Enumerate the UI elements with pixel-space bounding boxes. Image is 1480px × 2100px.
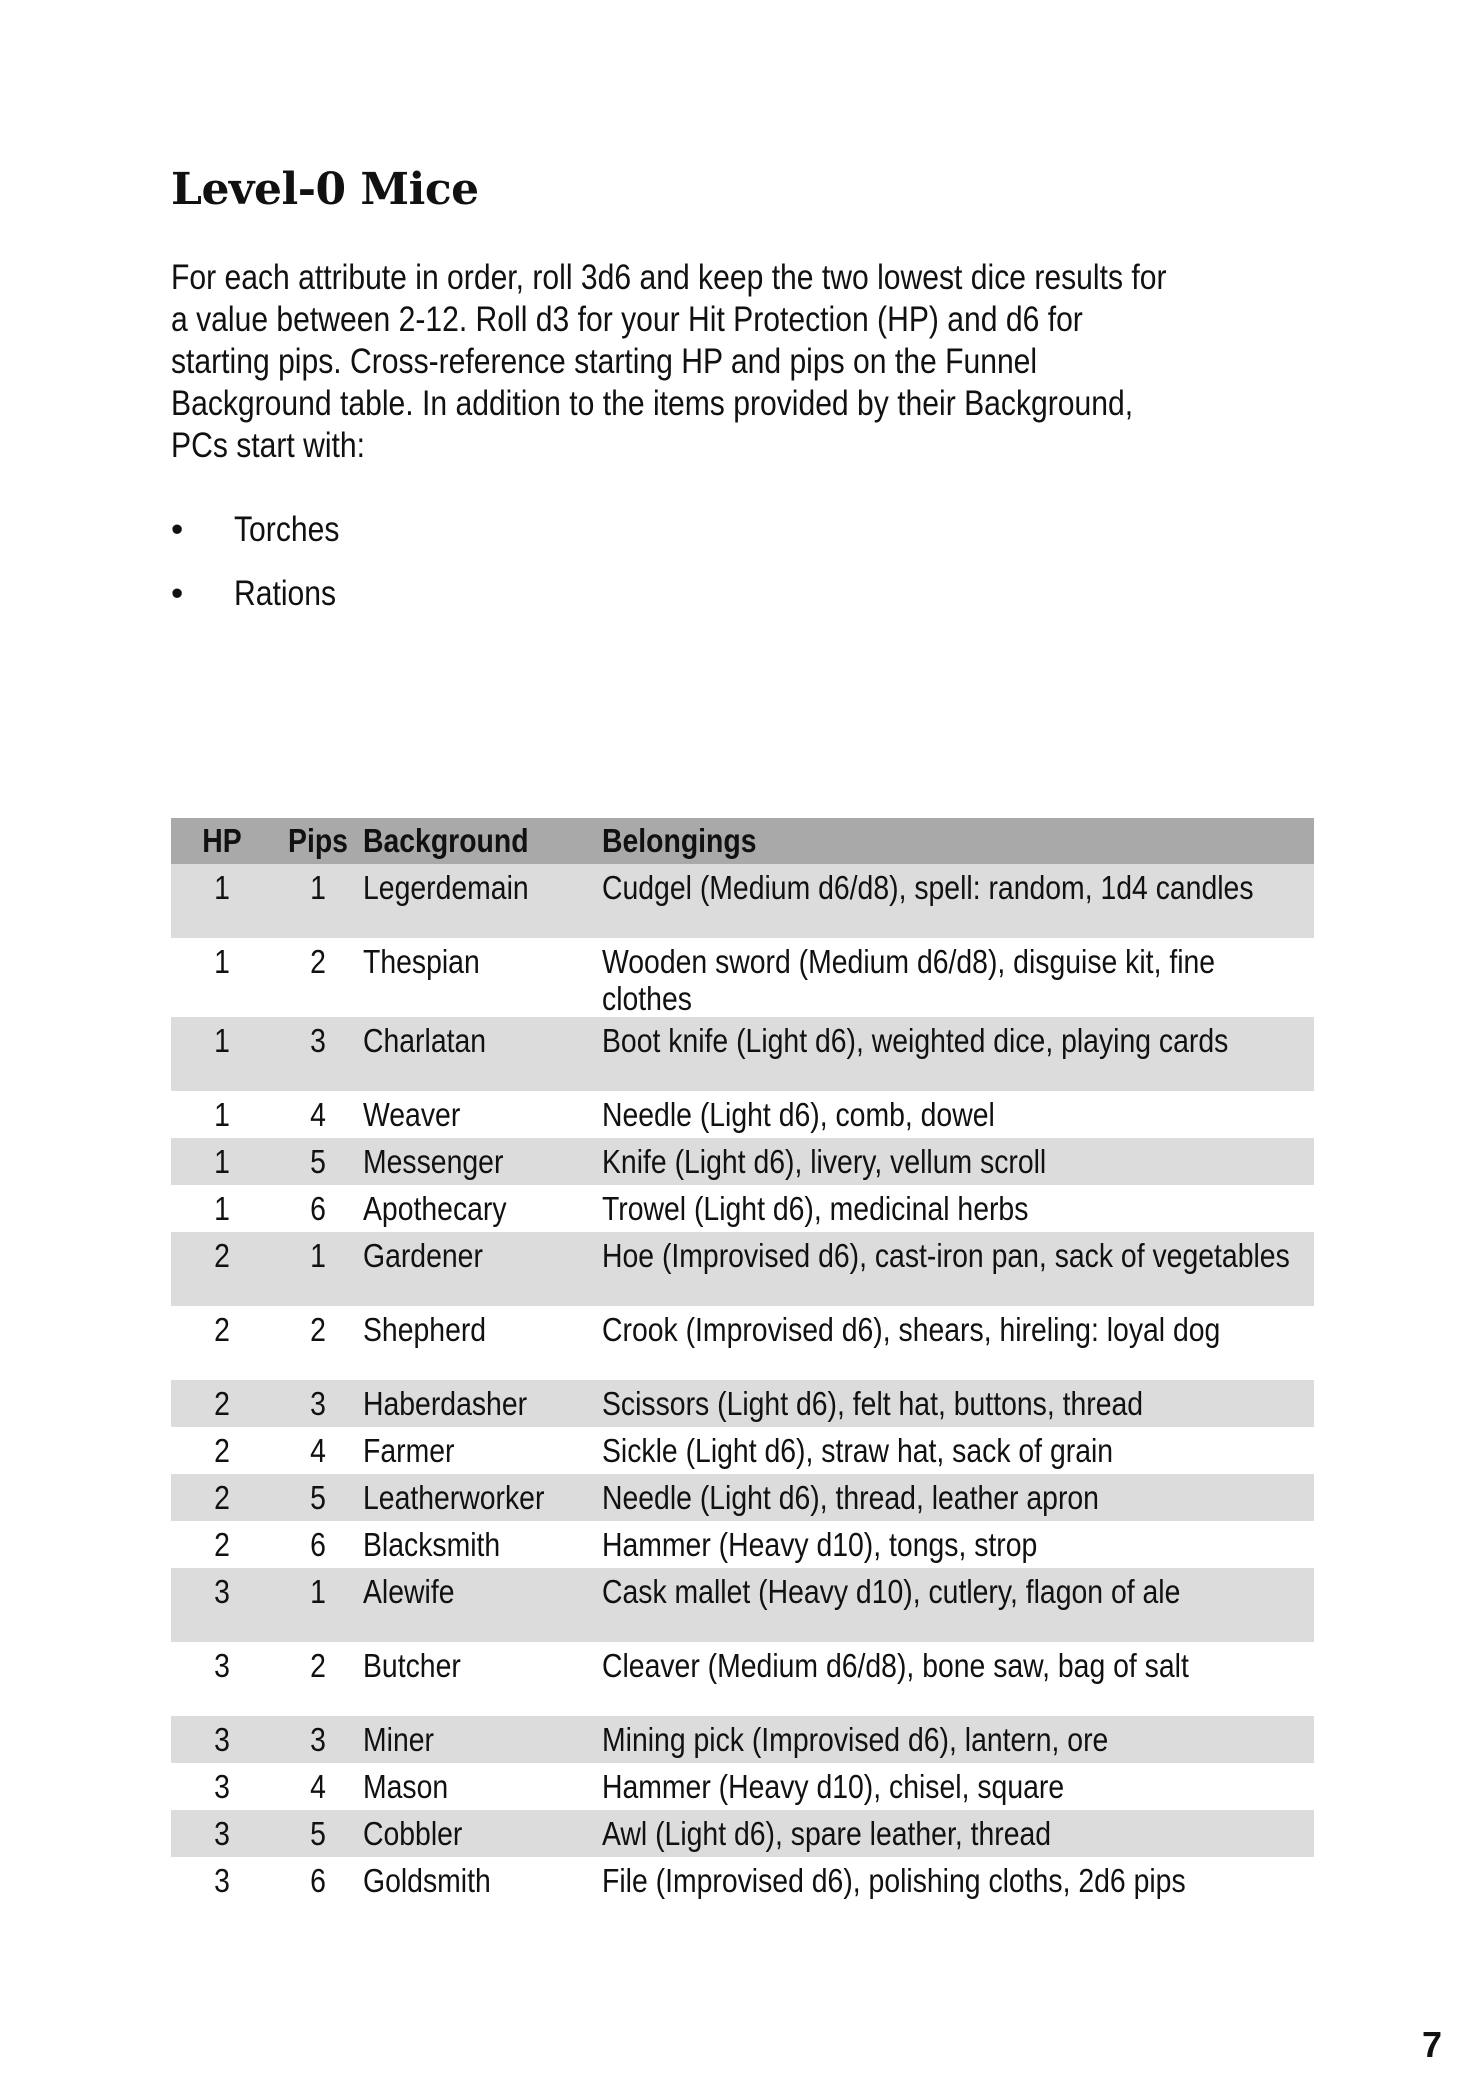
page-number: 7	[1422, 2024, 1443, 2065]
table-row	[171, 1568, 1314, 1642]
table-row	[171, 1185, 1314, 1232]
cell-pips: 4	[310, 1432, 326, 1469]
cell-pips: 5	[310, 1815, 326, 1852]
cell-background: Charlatan	[363, 1022, 487, 1059]
table-row	[171, 1380, 1314, 1427]
intro-paragraph: For each attribute in order, roll 3d6 and keep the two lowest dice results for a value between 2-12. Roll d3 for your Hit Protection (HP) and d6 for starting pips. Cross-reference starting HP and pips on the Funnel Background table. In addition to the items provided by their Background, PCs start with:	[171, 258, 1167, 465]
cell-hp: 2	[214, 1432, 230, 1469]
table-row	[171, 1521, 1314, 1568]
cell-hp: 3	[214, 1647, 230, 1684]
cell-pips: 4	[310, 1096, 326, 1133]
table-row	[171, 1857, 1314, 1931]
cell-belongings: Hammer (Heavy d10), chisel, square	[602, 1768, 1065, 1805]
table-row	[171, 1763, 1314, 1810]
cell-pips: 1	[310, 869, 326, 906]
table-row	[171, 1427, 1314, 1474]
cell-hp: 3	[214, 1721, 230, 1758]
cell-hp: 1	[214, 1096, 230, 1133]
cell-background: Haberdasher	[363, 1385, 528, 1422]
cell-belongings: Awl (Light d6), spare leather, thread	[602, 1815, 1052, 1852]
cell-background: Gardener	[363, 1237, 483, 1274]
table-row	[171, 1091, 1314, 1138]
column-header-background: Background	[363, 822, 529, 859]
cell-belongings: Mining pick (Improvised d6), lantern, ore	[602, 1721, 1109, 1758]
table-row	[171, 1138, 1314, 1185]
page-title: Level-0 Mice	[171, 164, 479, 215]
cell-pips: 5	[310, 1143, 326, 1180]
cell-belongings: Scissors (Light d6), felt hat, buttons, thread	[602, 1385, 1144, 1422]
list-item-text: Torches	[234, 510, 340, 549]
cell-pips: 6	[310, 1526, 326, 1563]
cell-belongings: Hoe (Improvised d6), cast-iron pan, sack of vegetables	[602, 1237, 1290, 1274]
cell-hp: 3	[214, 1573, 230, 1610]
cell-pips: 1	[310, 1237, 326, 1274]
cell-background: Farmer	[363, 1432, 455, 1469]
list-item-text: Rations	[234, 574, 337, 613]
table-row	[171, 1474, 1314, 1521]
cell-belongings: Wooden sword (Medium d6/d8), disguise kit, fine clothes	[602, 943, 1216, 1017]
cell-hp: 2	[214, 1311, 230, 1348]
cell-belongings: Crook (Improvised d6), shears, hireling: loyal dog	[602, 1311, 1221, 1348]
cell-hp: 3	[214, 1768, 230, 1805]
cell-background: Cobbler	[363, 1815, 463, 1852]
cell-background: Apothecary	[363, 1190, 507, 1227]
cell-pips: 3	[310, 1721, 326, 1758]
cell-background: Mason	[363, 1768, 449, 1805]
cell-background: Weaver	[363, 1096, 461, 1133]
cell-belongings: File (Improvised d6), polishing cloths, 2d6 pips	[602, 1862, 1186, 1899]
cell-background: Thespian	[363, 943, 480, 980]
cell-background: Blacksmith	[363, 1526, 501, 1563]
cell-background: Shepherd	[363, 1311, 487, 1348]
cell-hp: 1	[214, 1022, 230, 1059]
cell-hp: 1	[214, 869, 230, 906]
cell-pips: 2	[310, 943, 326, 980]
cell-belongings: Cudgel (Medium d6/d8), spell: random, 1d4 candles	[602, 869, 1254, 906]
cell-hp: 3	[214, 1815, 230, 1852]
cell-pips: 6	[310, 1190, 326, 1227]
cell-pips: 5	[310, 1479, 326, 1516]
column-header-pips: Pips	[288, 822, 348, 859]
cell-belongings: Knife (Light d6), livery, vellum scroll	[602, 1143, 1047, 1180]
table-row	[171, 1017, 1314, 1091]
cell-background: Legerdemain	[363, 869, 529, 906]
bullet-icon: •	[171, 574, 184, 613]
cell-background: Leatherworker	[363, 1479, 545, 1516]
table-row	[171, 1306, 1314, 1380]
table-row	[171, 864, 1314, 938]
cell-pips: 1	[310, 1573, 326, 1610]
cell-belongings: Cask mallet (Heavy d10), cutlery, flagon of ale	[602, 1573, 1181, 1610]
cell-hp: 2	[214, 1385, 230, 1422]
cell-belongings: Hammer (Heavy d10), tongs, strop	[602, 1526, 1038, 1563]
cell-pips: 3	[310, 1385, 326, 1422]
cell-background: Goldsmith	[363, 1862, 491, 1899]
funnel-background-table	[171, 818, 1314, 1931]
cell-hp: 2	[214, 1526, 230, 1563]
cell-hp: 1	[214, 943, 230, 980]
cell-hp: 1	[214, 1143, 230, 1180]
cell-background: Alewife	[363, 1573, 455, 1610]
cell-hp: 2	[214, 1237, 230, 1274]
table-row	[171, 1642, 1314, 1716]
cell-pips: 2	[310, 1647, 326, 1684]
table-header-row	[171, 818, 1314, 864]
table-row	[171, 938, 1314, 1017]
cell-pips: 3	[310, 1022, 326, 1059]
cell-belongings: Cleaver (Medium d6/d8), bone saw, bag of salt	[602, 1647, 1189, 1684]
cell-hp: 1	[214, 1190, 230, 1227]
cell-belongings: Trowel (Light d6), medicinal herbs	[602, 1190, 1029, 1227]
cell-belongings: Boot knife (Light d6), weighted dice, playing cards	[602, 1022, 1229, 1059]
cell-belongings: Needle (Light d6), comb, dowel	[602, 1096, 995, 1133]
cell-background: Miner	[363, 1721, 434, 1758]
cell-hp: 3	[214, 1862, 230, 1899]
cell-hp: 2	[214, 1479, 230, 1516]
bullet-icon: •	[171, 510, 184, 549]
table-row	[171, 1232, 1314, 1306]
cell-pips: 2	[310, 1311, 326, 1348]
table-row	[171, 1810, 1314, 1857]
column-header-hp: HP	[202, 822, 242, 859]
column-header-belongings: Belongings	[602, 822, 757, 859]
cell-belongings: Needle (Light d6), thread, leather apron	[602, 1479, 1099, 1516]
cell-pips: 6	[310, 1862, 326, 1899]
table-row	[171, 1716, 1314, 1763]
cell-background: Butcher	[363, 1647, 461, 1684]
cell-belongings: Sickle (Light d6), straw hat, sack of grain	[602, 1432, 1114, 1469]
cell-background: Messenger	[363, 1143, 504, 1180]
cell-pips: 4	[310, 1768, 326, 1805]
